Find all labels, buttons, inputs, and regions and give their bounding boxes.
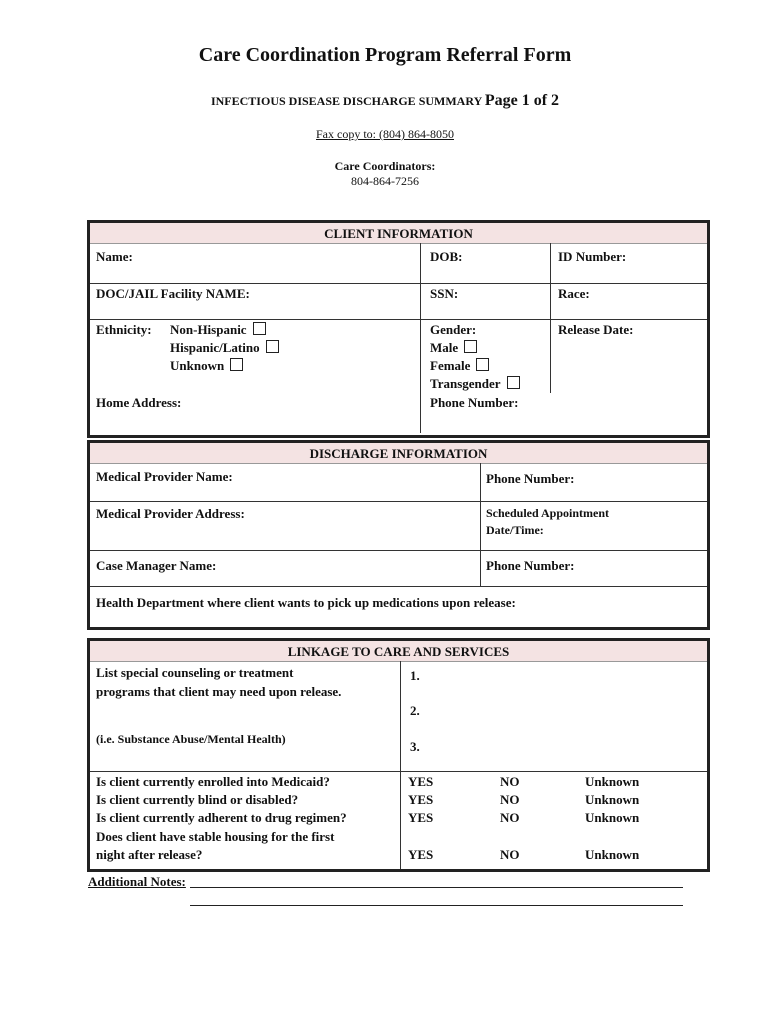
adherent-unknown[interactable]: Unknown xyxy=(585,810,640,825)
ssn-field-label: SSN: xyxy=(430,286,459,301)
linkage-heading: LINKAGE TO CARE AND SERVICES xyxy=(90,641,707,662)
case-manager-phone-label: Phone Number: xyxy=(486,558,575,573)
gender-label: Gender: xyxy=(430,322,477,337)
disabled-no[interactable]: NO xyxy=(500,792,520,807)
page-indicator: Page 1 of 2 xyxy=(484,92,560,109)
coordinators-label: Care Coordinators: xyxy=(334,159,436,173)
question-adherent: Is client currently adherent to drug regimen? xyxy=(96,810,347,825)
appointment-date-time-label: Date/Time: xyxy=(486,523,544,537)
question-housing-line1: Does client have stable housing for the first xyxy=(96,829,335,844)
client-information-section xyxy=(87,220,710,438)
counseling-prompt-line2: programs that client may need upon release. xyxy=(96,684,342,699)
race-field-label: Race: xyxy=(558,286,590,301)
appointment-label: Scheduled Appointment xyxy=(486,506,610,520)
housing-no[interactable]: NO xyxy=(500,847,520,862)
medicaid-no[interactable]: NO xyxy=(500,774,520,789)
medical-provider-address-label: Medical Provider Address: xyxy=(96,506,245,521)
adherent-yes[interactable]: YES xyxy=(408,810,434,825)
checkbox[interactable] xyxy=(507,376,520,389)
medical-provider-name-label: Medical Provider Name: xyxy=(96,469,233,484)
release-date-field-label: Release Date: xyxy=(558,322,634,337)
subtitle-text: INFECTIOUS DISEASE DISCHARGE SUMMARY xyxy=(210,94,482,108)
question-disabled: Is client currently blind or disabled? xyxy=(96,792,299,807)
fax-number: Fax copy to: (804) 864-8050 xyxy=(316,127,454,141)
disabled-unknown[interactable]: Unknown xyxy=(585,792,640,807)
id-number-field-label: ID Number: xyxy=(558,249,627,264)
program-item-1: 1. xyxy=(410,668,420,683)
notes-line-1[interactable] xyxy=(190,887,683,888)
gender-option-male[interactable]: Male xyxy=(430,340,477,356)
ethnicity-option-hispanic[interactable]: Hispanic/Latino xyxy=(170,340,279,356)
discharge-information-heading: DISCHARGE INFORMATION xyxy=(90,443,707,464)
gender-option-female[interactable]: Female xyxy=(430,358,489,374)
phone-number-field-label: Phone Number: xyxy=(430,395,519,410)
additional-notes-label: Additional Notes: xyxy=(88,874,186,889)
coordinators-phone: 804-864-7256 xyxy=(351,174,419,188)
housing-unknown[interactable]: Unknown xyxy=(585,847,640,862)
disabled-yes[interactable]: YES xyxy=(408,792,434,807)
ethnicity-option-non-hispanic[interactable]: Non-Hispanic xyxy=(170,322,266,338)
checkbox[interactable] xyxy=(464,340,477,353)
checkbox[interactable] xyxy=(230,358,243,371)
dob-field-label: DOB: xyxy=(430,249,463,264)
discharge-information-section xyxy=(87,440,710,630)
checkbox[interactable] xyxy=(266,340,279,353)
health-department-label: Health Department where client wants to pick up medications upon release: xyxy=(96,595,516,610)
form-subtitle xyxy=(0,92,770,110)
program-item-3: 3. xyxy=(410,739,420,754)
medicaid-yes[interactable]: YES xyxy=(408,774,434,789)
program-item-2: 2. xyxy=(410,703,420,718)
provider-phone-label: Phone Number: xyxy=(486,471,575,486)
checkbox[interactable] xyxy=(476,358,489,371)
ethnicity-option-unknown[interactable]: Unknown xyxy=(170,358,243,374)
notes-line-2[interactable] xyxy=(190,905,683,906)
counseling-prompt-line1: List special counseling or treatment xyxy=(96,665,294,680)
checkbox[interactable] xyxy=(253,322,266,335)
housing-yes[interactable]: YES xyxy=(408,847,434,862)
linkage-section xyxy=(87,638,710,872)
facility-field-label: DOC/JAIL Facility NAME: xyxy=(96,286,250,301)
gender-option-transgender[interactable]: Transgender xyxy=(430,376,520,392)
case-manager-name-label: Case Manager Name: xyxy=(96,558,217,573)
question-housing-line2: night after release? xyxy=(96,847,203,862)
client-information-heading: CLIENT INFORMATION xyxy=(90,223,707,244)
counseling-example: (i.e. Substance Abuse/Mental Health) xyxy=(96,732,286,746)
ethnicity-label: Ethnicity: xyxy=(96,322,152,337)
form-title: Care Coordination Program Referral Form xyxy=(198,44,572,66)
name-field-label: Name: xyxy=(96,249,133,264)
adherent-no[interactable]: NO xyxy=(500,810,520,825)
medicaid-unknown[interactable]: Unknown xyxy=(585,774,640,789)
question-medicaid: Is client currently enrolled into Medicaid? xyxy=(96,774,330,789)
home-address-field-label: Home Address: xyxy=(96,395,182,410)
